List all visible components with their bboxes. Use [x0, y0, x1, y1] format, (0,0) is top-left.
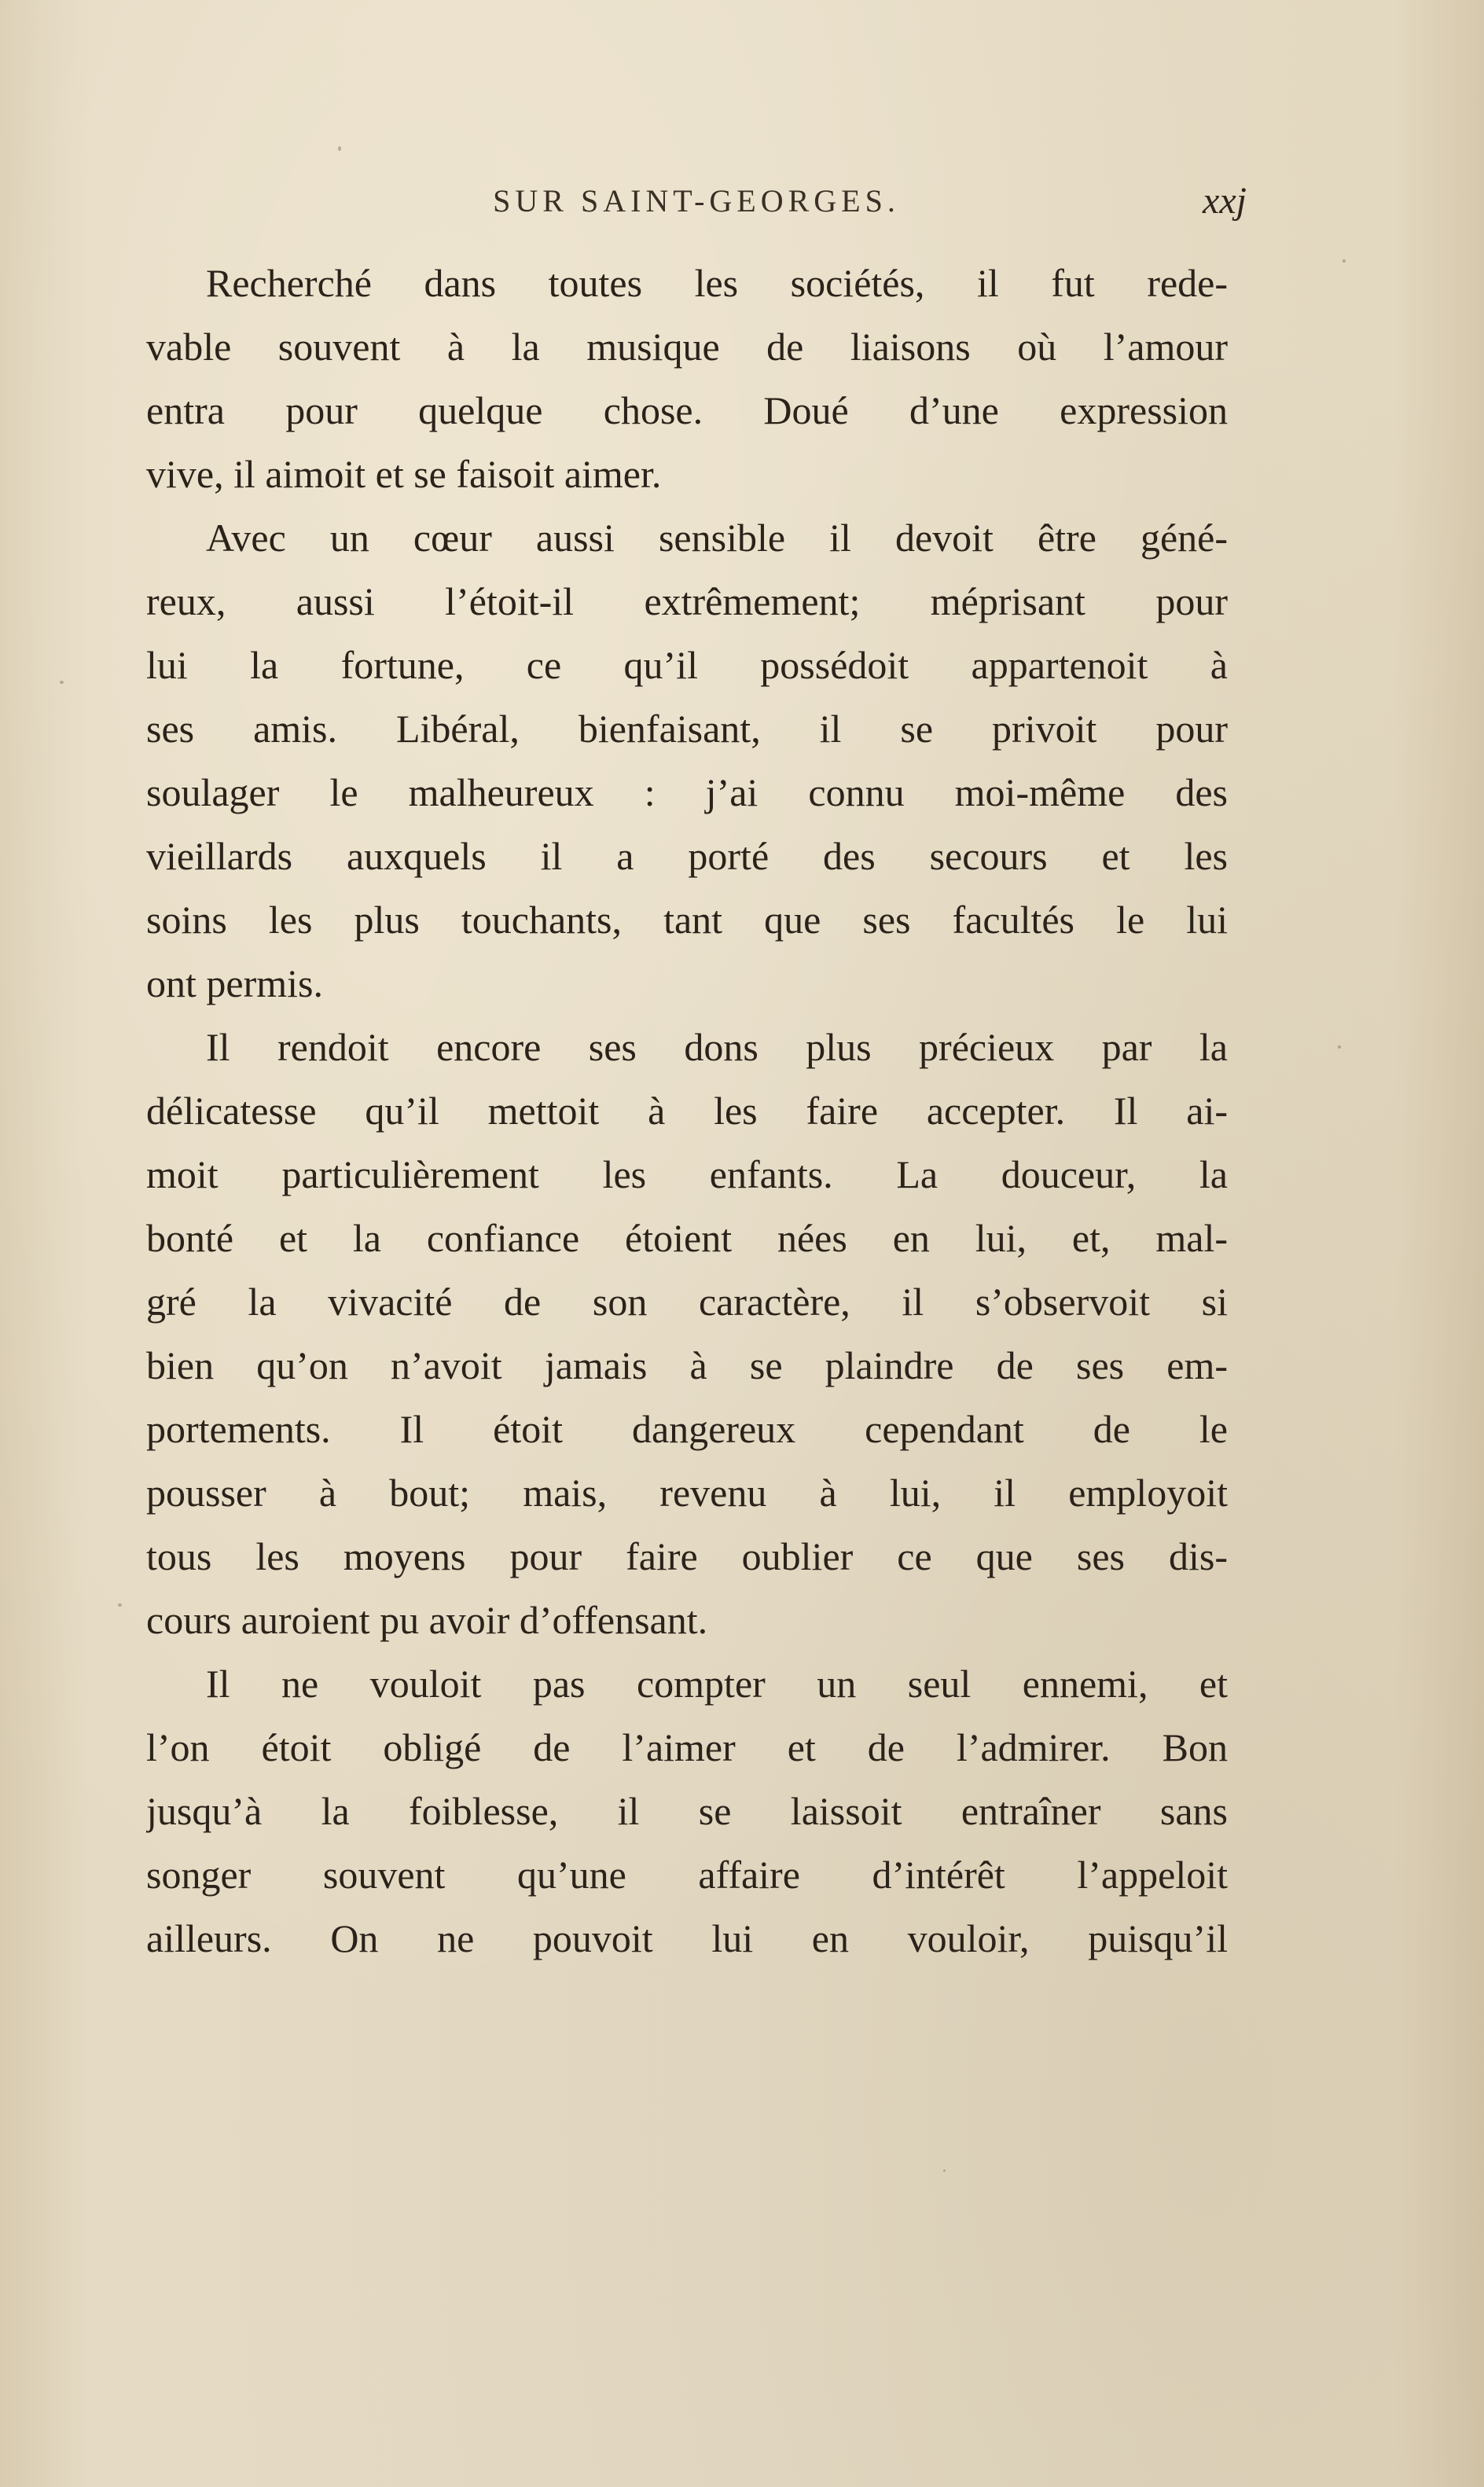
paper-speck: [1343, 259, 1346, 263]
text-line: lui la fortune, ce qu’il possédoit appartenoit à: [146, 643, 1228, 687]
text-line: Il rendoit encore ses dons plus précieux par la: [206, 1025, 1228, 1069]
text-line: vive, il aimoit et se faisoit aimer.: [146, 452, 662, 496]
paper-speck: [1338, 1045, 1341, 1049]
text-line: songer souvent qu’une affaire d’intérêt l’appeloit: [146, 1853, 1228, 1897]
text-line: vieillards auxquels il a porté des secours et les: [146, 834, 1228, 878]
text-line: moit particulièrement les enfants. La douceur, la: [146, 1152, 1228, 1196]
paper-speck: [60, 681, 64, 684]
text-line: soins les plus touchants, tant que ses facultés le lui: [146, 898, 1228, 942]
text-line: cours auroient pu avoir d’offensant.: [146, 1598, 708, 1642]
text-line: pousser à bout; mais, revenu à lui, il employoit: [146, 1471, 1228, 1515]
running-head-title: SUR SAINT-GEORGES.: [493, 183, 900, 219]
text-line: Avec un cœur aussi sensible il devoit être géné-: [206, 516, 1228, 560]
text-line: gré la vivacité de son caractère, il s’observoit si: [146, 1280, 1228, 1324]
paper-speck: [943, 2169, 946, 2172]
text-line: portements. Il étoit dangereux cependant de le: [146, 1407, 1228, 1451]
paper-speck: [338, 146, 341, 151]
text-line: entra pour quelque chose. Doué d’une expression: [146, 388, 1228, 432]
text-line: reux, aussi l’étoit-il extrêmement; méprisant pour: [146, 579, 1228, 623]
running-head: [146, 182, 1247, 237]
body-text: [146, 252, 1228, 1971]
text-line: Il ne vouloit pas compter un seul ennemi, et: [206, 1662, 1228, 1706]
text-line: ont permis.: [146, 961, 323, 1005]
text-line: bien qu’on n’avoit jamais à se plaindre de ses em-: [146, 1343, 1228, 1387]
text-line: tous les moyens pour faire oublier ce que ses dis-: [146, 1534, 1228, 1578]
text-line: l’on étoit obligé de l’aimer et de l’admirer. Bon: [146, 1725, 1228, 1769]
text-line: bonté et la confiance étoient nées en lui, et, mal-: [146, 1216, 1228, 1260]
text-line: jusqu’à la foiblesse, il se laissoit entraîner sans: [146, 1789, 1228, 1833]
text-line: délicatesse qu’il mettoit à les faire accepter. Il ai-: [146, 1089, 1228, 1133]
text-line: ses amis. Libéral, bienfaisant, il se privoit pour: [146, 707, 1228, 751]
text-line: soulager le malheureux : j’ai connu moi-même des: [146, 770, 1228, 814]
text-line: ailleurs. On ne pouvoit lui en vouloir, puisqu’il: [146, 1916, 1228, 1960]
page-number: xxj: [1203, 180, 1247, 222]
paper-speck: [118, 1604, 122, 1607]
text-line: Recherché dans toutes les sociétés, il fut rede-: [206, 261, 1228, 305]
text-line: vable souvent à la musique de liaisons où l’amour: [146, 325, 1228, 369]
